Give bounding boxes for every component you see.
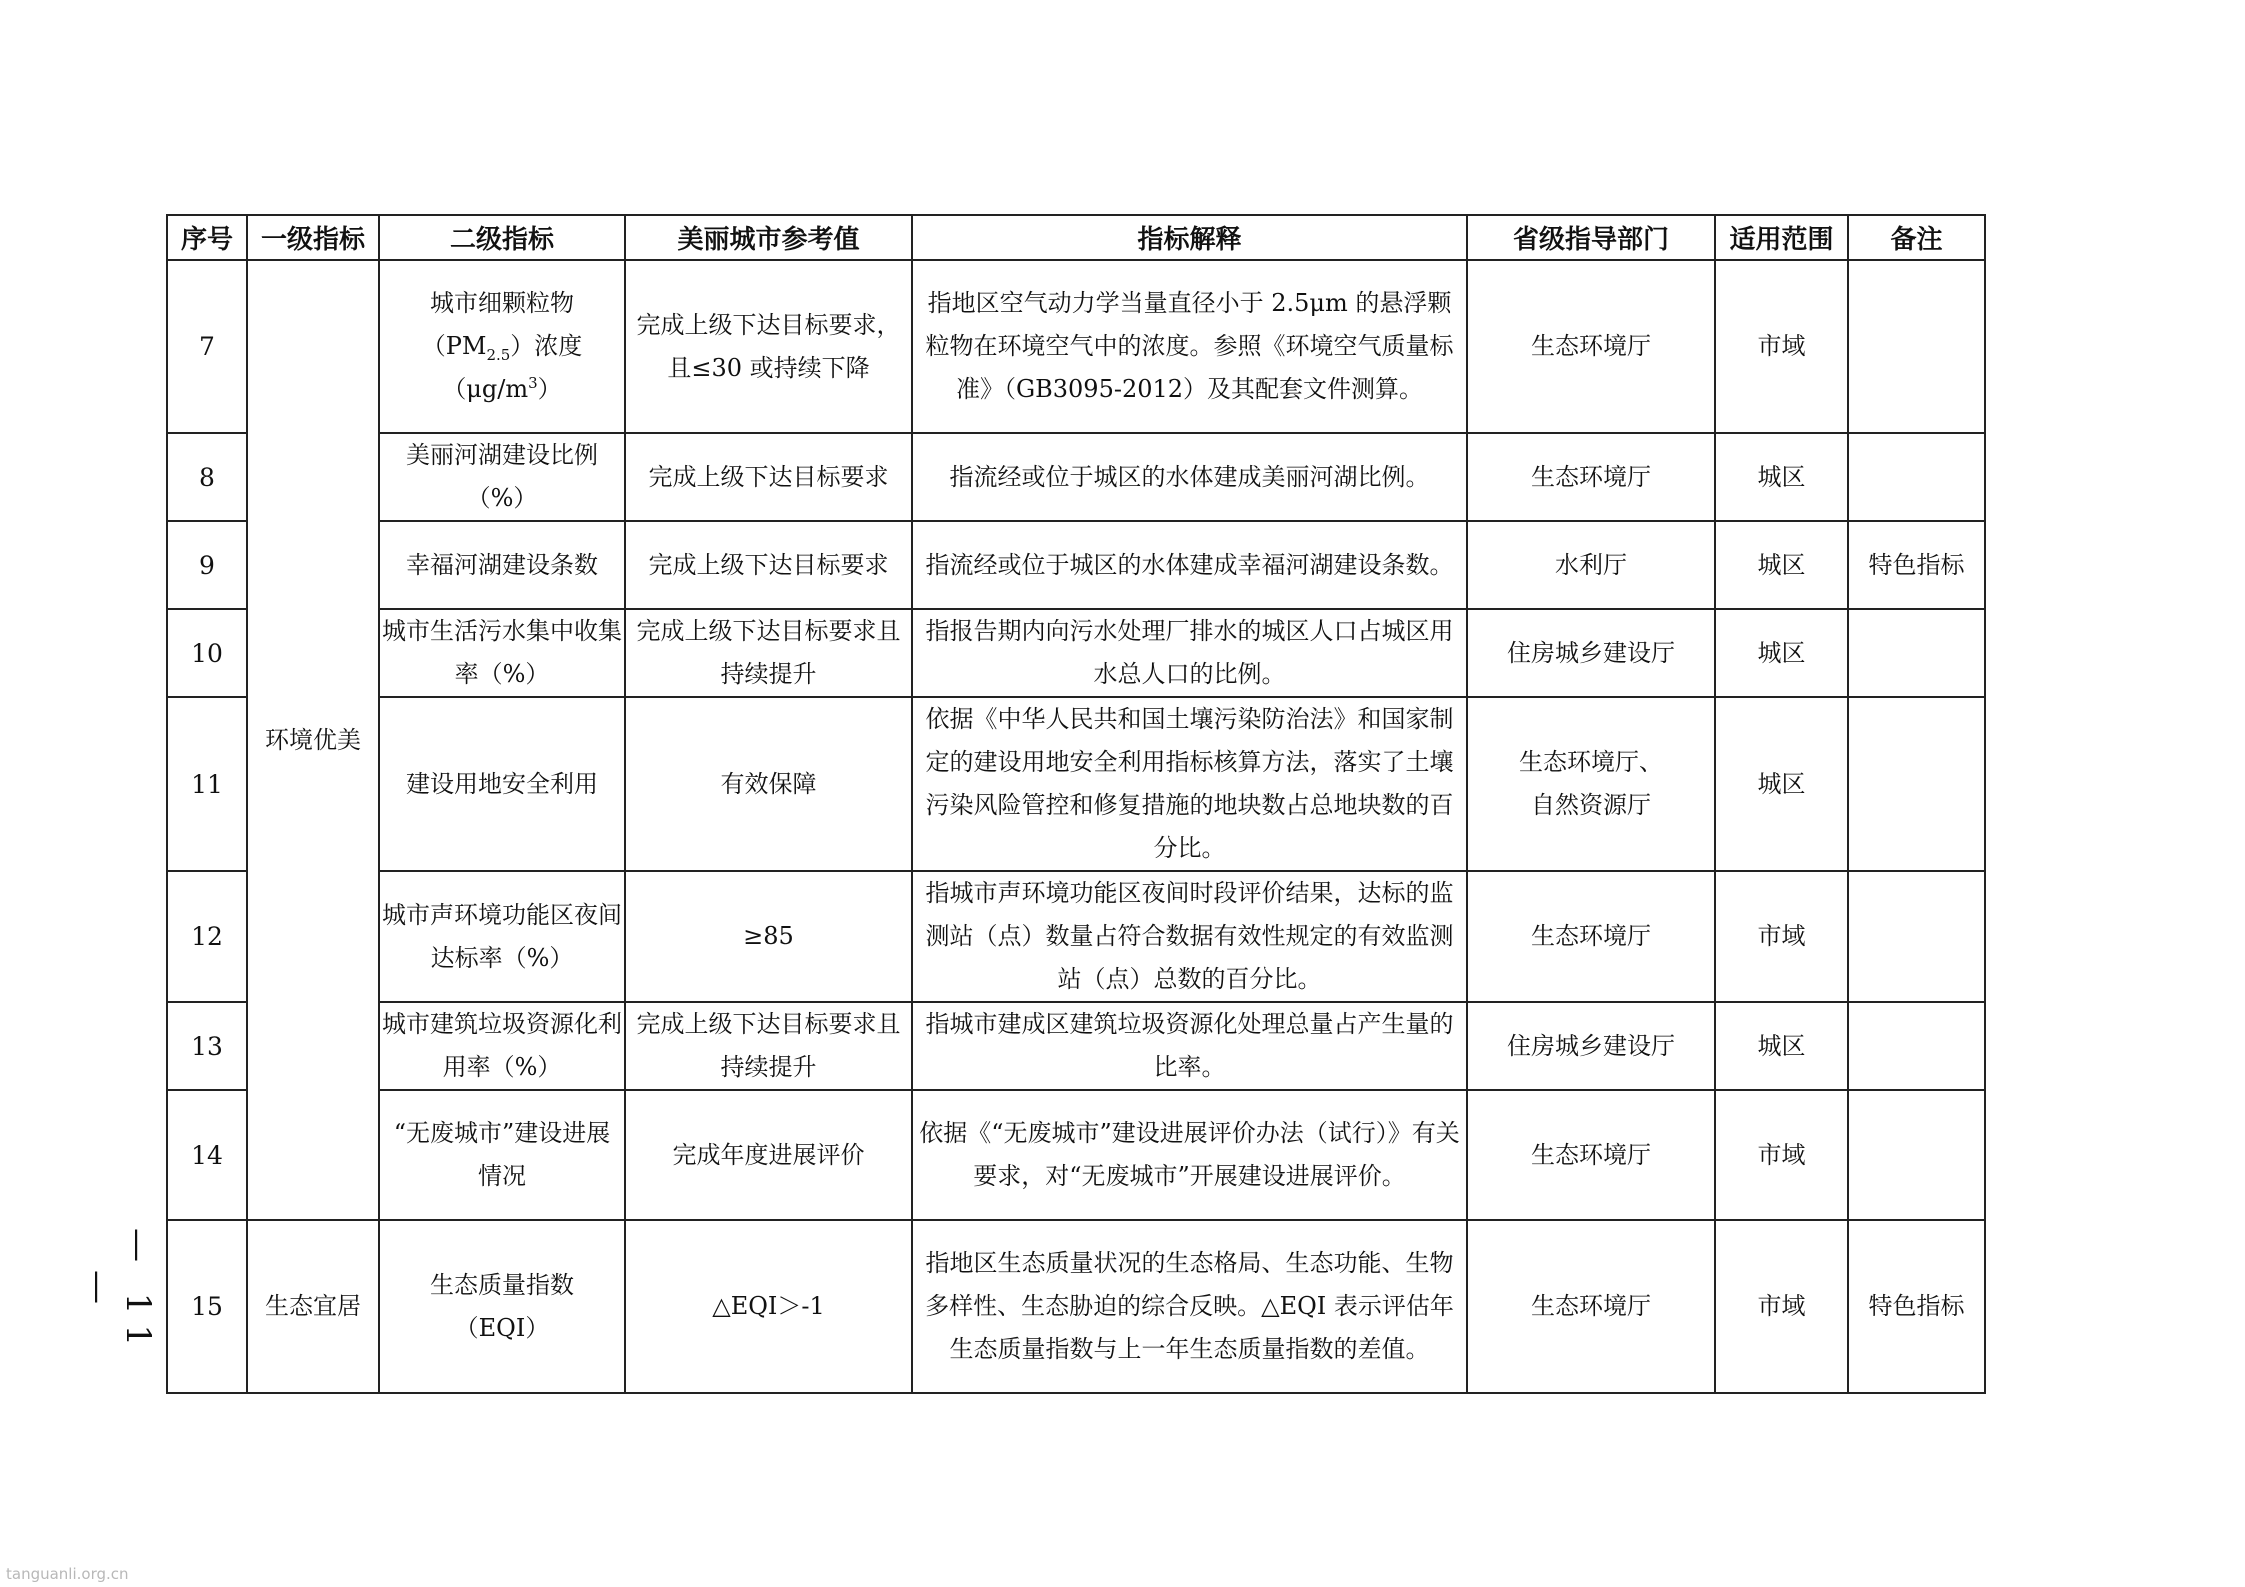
reference-cell: 完成年度进展评价 [625, 1090, 912, 1220]
level2-line [382, 368, 622, 411]
department-cell: 生态环境厅 [1467, 1220, 1715, 1393]
department-line: 生态环境厅、 [1519, 748, 1663, 776]
level2-cell [379, 1220, 625, 1393]
row-number: 14 [167, 1090, 247, 1220]
row-number: 15 [167, 1220, 247, 1393]
explanation-cell: 指地区生态质量状况的生态格局、生态功能、生物多样性、生态胁迫的综合反映。△EQI 表示评估年生态质量指数与上一年生态质量指数的差值。 [912, 1220, 1467, 1393]
level2-text: ） [537, 375, 562, 403]
reference-cell: 完成上级下达目标要求且持续提升 [625, 1002, 912, 1090]
level2-text: （PM [421, 332, 487, 360]
row-number: 12 [167, 871, 247, 1002]
header-cell-level2: 二级指标 [379, 215, 625, 260]
header-cell-level1: 一级指标 [247, 215, 379, 260]
page-number: — 11 — [78, 1227, 158, 1357]
header-cell-explanation: 指标解释 [912, 215, 1467, 260]
reference-cell: 完成上级下达目标要求 [625, 433, 912, 521]
department-line: 自然资源厅 [1531, 791, 1651, 819]
explanation-cell: 指城市建成区建筑垃圾资源化处理总量占产生量的比率。 [912, 1002, 1467, 1090]
scope-cell: 市域 [1715, 260, 1848, 433]
reference-cell: 有效保障 [625, 697, 912, 871]
note-cell [1848, 871, 1985, 1002]
level2-cell: 城市生活污水集中收集率（%） [379, 609, 625, 697]
level1-cell: 生态宜居 [247, 1220, 379, 1393]
row-number: 11 [167, 697, 247, 871]
row-number: 9 [167, 521, 247, 609]
row-number: 7 [167, 260, 247, 433]
table-row [167, 697, 1985, 871]
header-cell-reference: 美丽城市参考值 [625, 215, 912, 260]
row-number: 8 [167, 433, 247, 521]
level2-subscript: 2.5 [486, 345, 511, 364]
level2-line [382, 325, 622, 368]
explanation-cell: 指报告期内向污水处理厂排水的城区人口占城区用水总人口的比例。 [912, 609, 1467, 697]
scope-cell: 城区 [1715, 697, 1848, 871]
level2-line: 城市细颗粒物 [430, 289, 574, 317]
scope-cell: 城区 [1715, 433, 1848, 521]
level2-cell: 美丽河湖建设比例（%） [379, 433, 625, 521]
level2-text: （μg/m [442, 375, 529, 403]
note-cell [1848, 1002, 1985, 1090]
department-cell: 住房城乡建设厅 [1467, 609, 1715, 697]
note-cell [1848, 697, 1985, 871]
header-cell-note: 备注 [1848, 215, 1985, 260]
department-cell: 水利厅 [1467, 521, 1715, 609]
level2-superscript: 3 [528, 374, 538, 392]
header-cell-department: 省级指导部门 [1467, 215, 1715, 260]
level2-text: ）浓度 [510, 332, 583, 360]
department-cell: 住房城乡建设厅 [1467, 1002, 1715, 1090]
department-cell [1467, 697, 1715, 871]
scope-cell: 城区 [1715, 1002, 1848, 1090]
explanation-cell: 依据《中华人民共和国土壤污染防治法》和国家制定的建设用地安全利用指标核算方法，落实了土壤污染风险管控和修复措施的地块数占总地块数的百分比。 [912, 697, 1467, 871]
indicator-table [166, 214, 1986, 1394]
table-row [167, 1002, 1985, 1090]
level2-cell: 幸福河湖建设条数 [379, 521, 625, 609]
note-cell: 特色指标 [1848, 521, 1985, 609]
explanation-cell: 指流经或位于城区的水体建成美丽河湖比例。 [912, 433, 1467, 521]
explanation-cell: 指地区空气动力学当量直径小于 2.5μm 的悬浮颗粒物在环境空气中的浓度。参照《环境空气质量标准》（GB3095-2012）及其配套文件测算。 [912, 260, 1467, 433]
department-cell: 生态环境厅 [1467, 260, 1715, 433]
level2-line: （EQI） [454, 1313, 550, 1342]
table-row [167, 260, 1985, 433]
note-cell [1848, 260, 1985, 433]
department-cell: 生态环境厅 [1467, 1090, 1715, 1220]
department-cell: 生态环境厅 [1467, 871, 1715, 1002]
note-cell [1848, 433, 1985, 521]
scope-cell: 城区 [1715, 521, 1848, 609]
table-row [167, 1220, 1985, 1393]
table-row [167, 433, 1985, 521]
row-number: 10 [167, 609, 247, 697]
explanation-cell: 指流经或位于城区的水体建成幸福河湖建设条数。 [912, 521, 1467, 609]
level1-cell: 环境优美 [247, 260, 379, 1220]
level2-cell [379, 260, 625, 433]
level2-line: 生态质量指数 [430, 1270, 574, 1299]
table-row [167, 609, 1985, 697]
table-row [167, 871, 1985, 1002]
scope-cell: 市域 [1715, 1220, 1848, 1393]
reference-cell: 完成上级下达目标要求，且≤30 或持续下降 [625, 260, 912, 433]
explanation-cell: 指城市声环境功能区夜间时段评价结果，达标的监测站（点）数量占符合数据有效性规定的有效监测站（点）总数的百分比。 [912, 871, 1467, 1002]
reference-cell: ≥85 [625, 871, 912, 1002]
row-number: 13 [167, 1002, 247, 1090]
level2-cell: 城市声环境功能区夜间达标率（%） [379, 871, 625, 1002]
scope-cell: 市域 [1715, 871, 1848, 1002]
table-row [167, 521, 1985, 609]
scope-cell: 市域 [1715, 1090, 1848, 1220]
level2-cell: “无废城市”建设进展情况 [379, 1090, 625, 1220]
note-cell [1848, 609, 1985, 697]
reference-cell: 完成上级下达目标要求 [625, 521, 912, 609]
note-cell: 特色指标 [1848, 1220, 1985, 1393]
level2-cell: 城市建筑垃圾资源化利用率（%） [379, 1002, 625, 1090]
header-cell-no: 序号 [167, 215, 247, 260]
table-row [167, 1090, 1985, 1220]
reference-cell: 完成上级下达目标要求且持续提升 [625, 609, 912, 697]
table-header-row [167, 215, 1985, 260]
reference-cell: △EQI＞-1 [625, 1220, 912, 1393]
department-cell: 生态环境厅 [1467, 433, 1715, 521]
note-cell [1848, 1090, 1985, 1220]
header-cell-scope: 适用范围 [1715, 215, 1848, 260]
explanation-cell: 依据《“无废城市”建设进展评价办法（试行）》有关要求，对“无废城市”开展建设进展评价。 [912, 1090, 1467, 1220]
scope-cell: 城区 [1715, 609, 1848, 697]
watermark: tanguanli.org.cn [6, 1565, 129, 1583]
level2-cell: 建设用地安全利用 [379, 697, 625, 871]
